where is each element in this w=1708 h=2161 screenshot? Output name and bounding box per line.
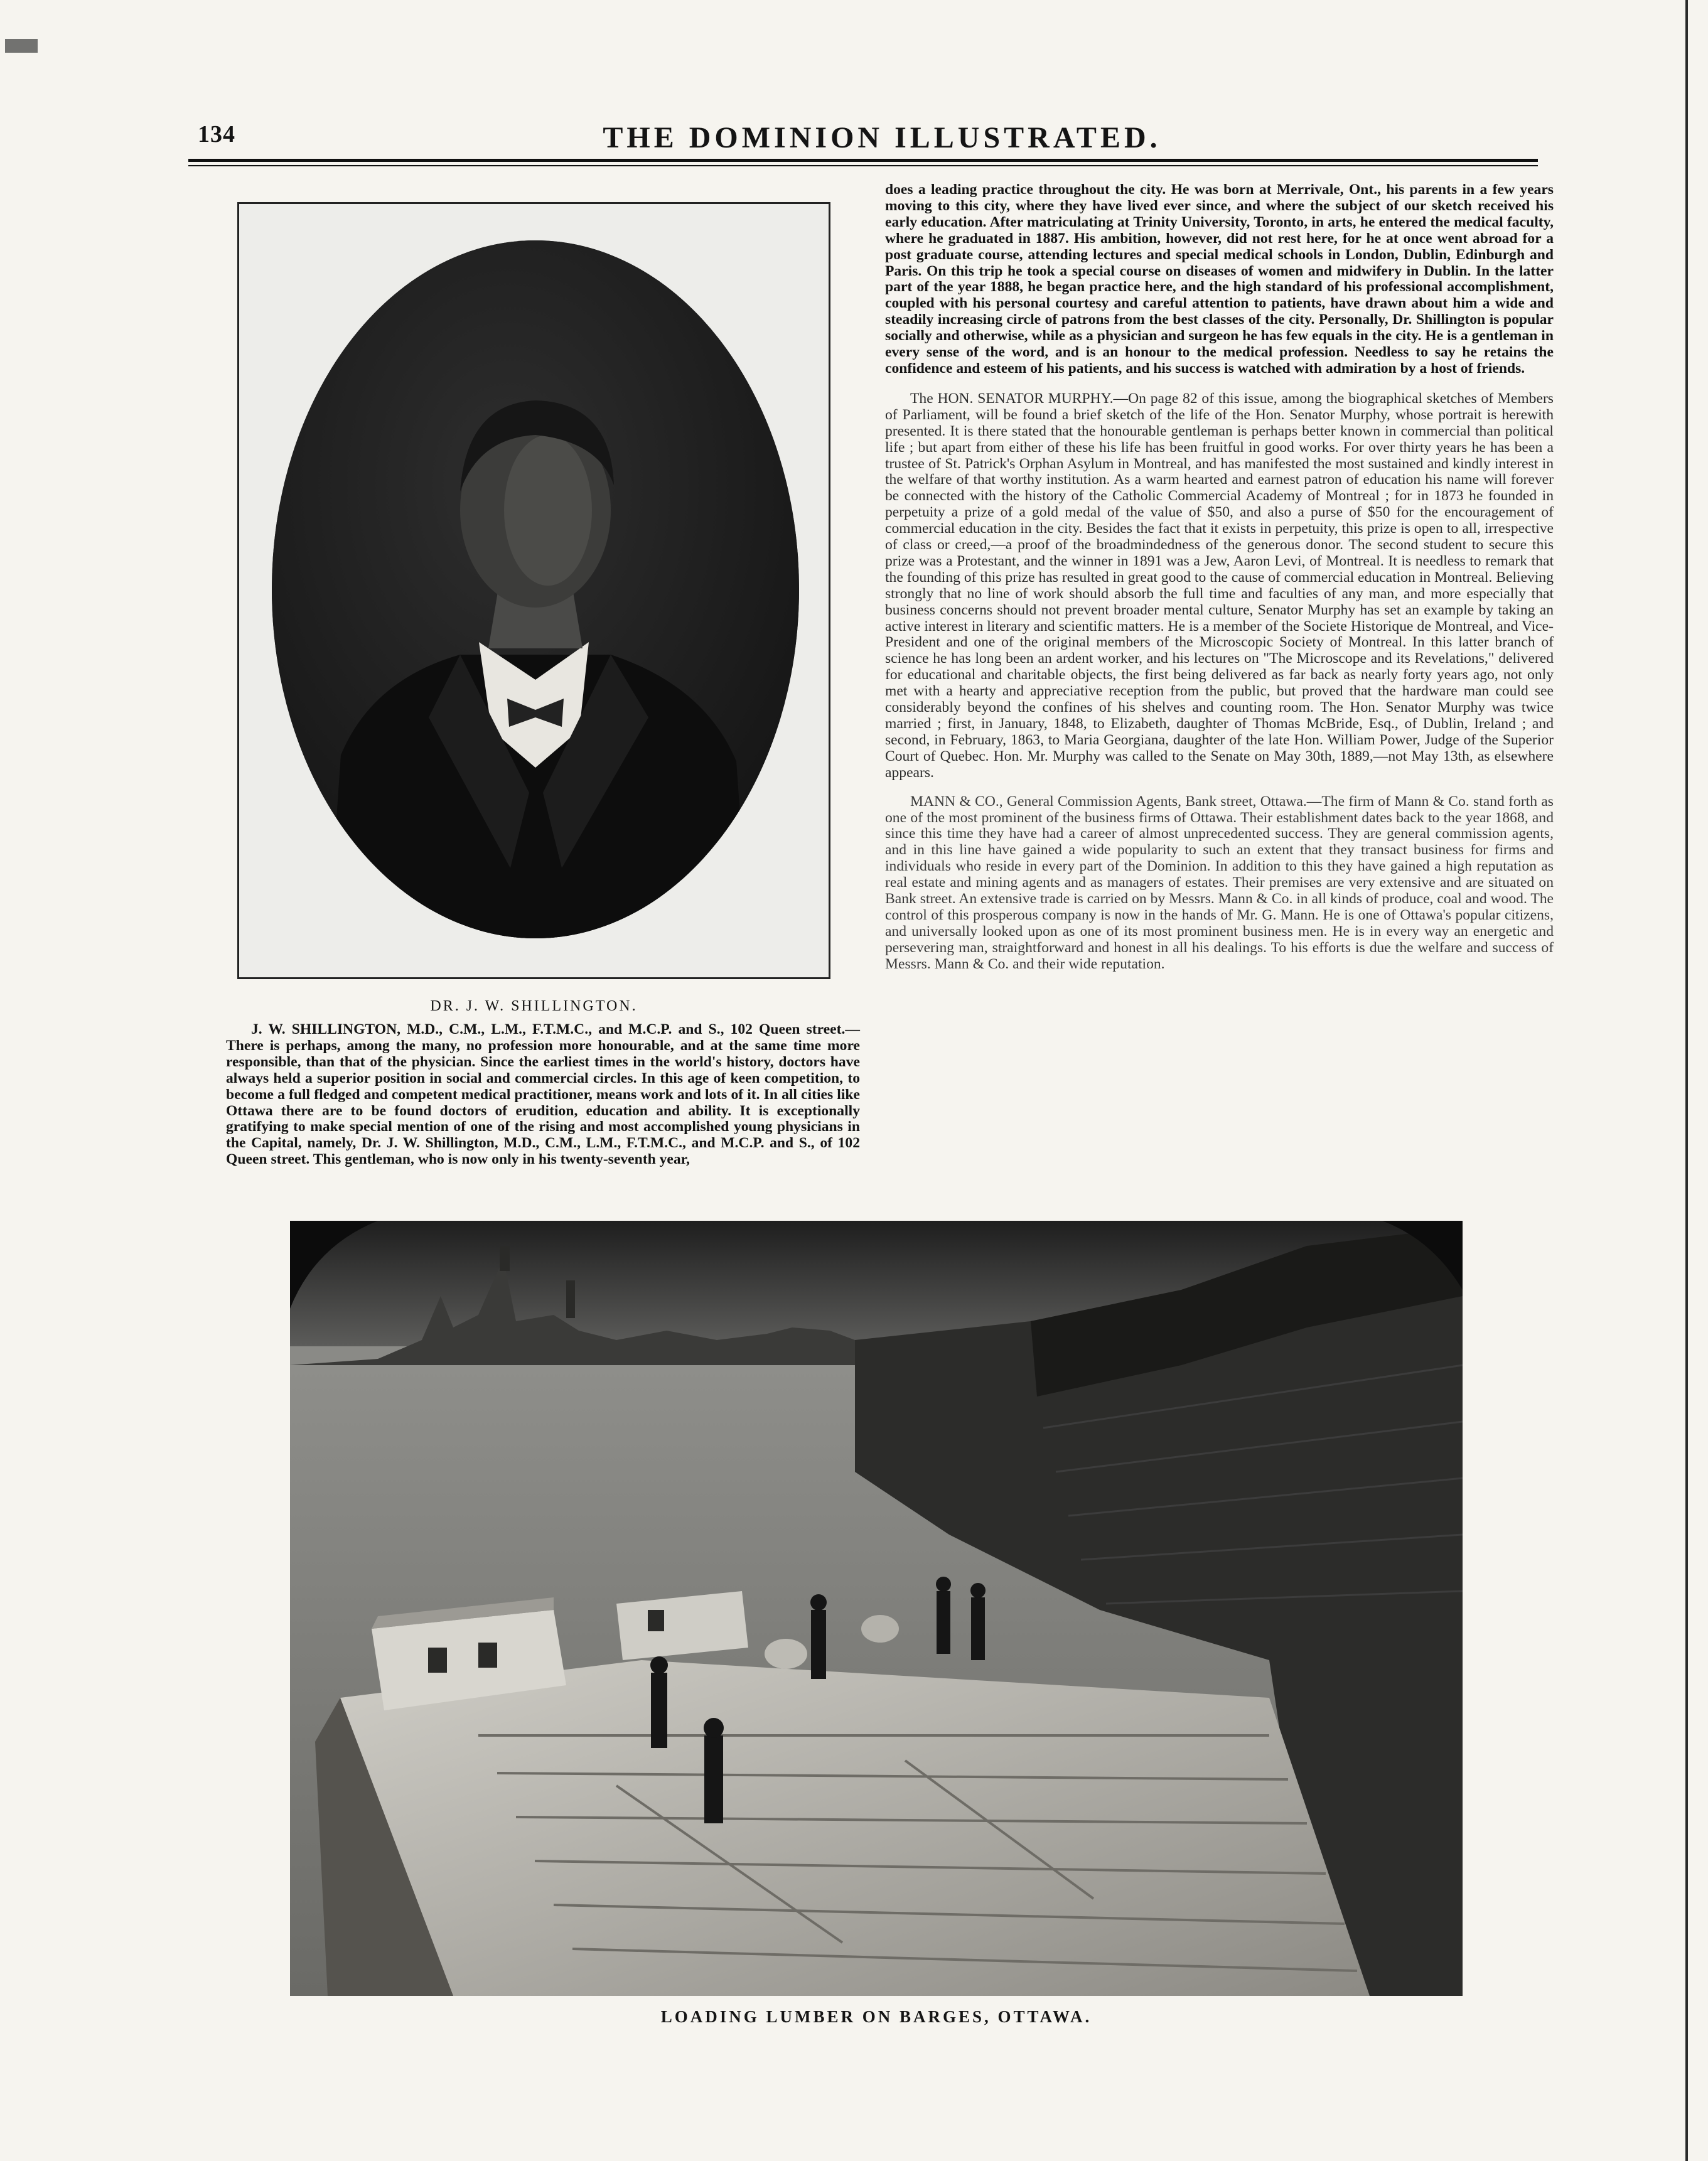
portrait-figure [272,240,799,938]
header-rule-thin [188,165,1538,166]
portrait-oval [272,240,799,938]
article-right-column [885,182,1554,973]
article-mann-and-co: MANN & CO., General Commission Agents, Bank street, Ottawa.—The firm of Mann & Co. stand forth as one of the most prominent of the business firms of Ottawa. Their establishment dates back to the year 1868, and since this time they have had a career of almost unprecedented success. They are general commission agents, and in this line have gained a wide popularity to such an extent that they transact business for firms and individuals who reside in every part of the Dominion. In addition to this they have gained a high reputation as real estate and mining agents and as managers of estates. Their premises are very extensive and are situated on Bank street. An extensive trade is carried on by Messrs. Mann & Co. in all kinds of produce, coal and wood. The control of this prosperous company is now in the hands of Mr. G. Mann. He is one of Ottawa's popular citizens, and universally looked upon as one of its most prominent business men. He is in every way an energetic and persevering man, straightforward and honest in all his dealings. To his efforts is due the welfare and success of Messrs. Mann & Co. and their wide reputation. [885,793,1554,972]
portrait-image [237,202,830,979]
masthead-title: THE DOMINION ILLUSTRATED. [603,121,1161,154]
header-rule-thick [188,159,1538,162]
photo-caption: LOADING LUMBER ON BARGES, OTTAWA. [660,2007,1092,2026]
page-header [198,121,1541,156]
portrait-caption: DR. J. W. SHILLINGTON. [430,998,638,1014]
article-senator-murphy: The HON. SENATOR MURPHY.—On page 82 of this issue, among the biographical sketches of Members of Parliament, will be found a brief sketch of the life of the Hon. Senator Murphy, whose portrait is herewith presented. It is there stated that the honourable gentleman is perhaps better known in commercial than political life ; but apart from either of these his life has been fruitful in good works. For over thirty years he has been a trustee of St. Patrick's Orphan Asylum in Montreal, and has manifested the most sustained and kindly interest in the welfare of that worthy institution. As a warm hearted and earnest patron of education his name will forever be connected with the history of the Catholic Commercial Academy of Montreal ; for in 1873 he founded in perpetuity a prize of a gold medal of the value of $50, and also a purse of $50 for the encouragement of commercial education in the city. Besides the fact that it exists in perpetuity, this prize is open to all, irrespective of class or creed,—a proof of the broadmindedness of the generous donor. The second student to secure this prize was a Protestant, and the winner in 1891 was a Jew, Aaron Levi, of Montreal. It is needless to remark that the founding of this prize has resulted in great good to the cause of commercial education in Montreal. Believing strongly that no line of work should absorb the full time and faculties of any man, and more especially that business concerns should not prevent broader mental culture, Senator Murphy has set an example by taking an active interest in literary and scientific matters. He is a member of the Societe Historique de Montreal, and Vice-President and one of the original members of the Microscopic Society of Montreal. In this latter branch of science he has long been an ardent worker, and his lectures on "The Microscope and its Revelations," delivered for educational and charitable objects, the first being delivered as far back as nearly forty years ago, not only met with a hearty and appreciative reception from the public, but proved that the hardware man could see considerably beyond the confines of his shelves and counting room. The Hon. Senator Murphy was twice married ; first, in January, 1848, to Elizabeth, daughter of Thomas McBride, Esq., of Dublin, Ireland ; and second, in February, 1863, to Maria Georgiana, daughter of the late Hon. William Power, Judge of the Superior Court of Quebec. Hon. Mr. Murphy was called to the Senate on May 30th, 1889,—not May 13th, as elsewhere appears. [885,390,1554,781]
article-left-column [226,1022,860,1168]
barges-photograph [290,1221,1463,1996]
page-number: 134 [198,121,235,147]
article-shillington: J. W. SHILLINGTON, M.D., C.M., L.M., F.T.M.C., and M.C.P. and S., 102 Queen street.—There is perhaps, among the many, no profession more honourable, and at the same time more responsible, than that of the physician. Since the earliest times in the world's history, doctors have always held a superior position in social and commercial circles. In this age of keen competition, to become a full fledged and competent medical practitioner, means work and lots of it. In all cities like Ottawa there are to be found doctors of erudition, education and ability. It is exceptionally gratifying to make special mention of one of the rising and most accomplished young physicians in the Capital, namely, Dr. J. W. Shillington, M.D., C.M., L.M., F.T.M.C., and M.C.P. and S., of 102 Queen street. This gentleman, who is now only in his twenty-seventh year, [226,1021,860,1168]
article-shillington-continued: does a leading practice throughout the city. He was born at Merrivale, Ont., his parents in a few years moving to this city, where they have lived ever since, and where the subject of our sketch received his early education. After matriculating at Trinity University, Toronto, in arts, he entered the medical faculty, where he graduated in 1887. His ambition, however, did not rest here, for he at once went abroad for a post graduate course, attending lectures and special medical schools in London, Dublin, Edinburgh and Paris. On this trip he took a special course on diseases of women and midwifery in Dublin. In the latter part of the year 1888, he began practice here, and the high standard of his professional accomplishment, coupled with his personal courtesy and careful attention to patients, have drawn about him a wide and steadily increasing circle of patrons from the best classes of the city. Personally, Dr. Shillington is popular socially and otherwise, while as a physician and surgeon he has few equals in the city. He is a gentleman in every sense of the word, and is an honour to the medical profession. Needless to say he retains the confidence and esteem of his patients, and his success is watched with admiration by a host of friends. [885,181,1554,377]
barges-scene [290,1221,1463,1996]
scan-mark [5,39,38,53]
page-edge-shadow [1685,0,1688,2161]
